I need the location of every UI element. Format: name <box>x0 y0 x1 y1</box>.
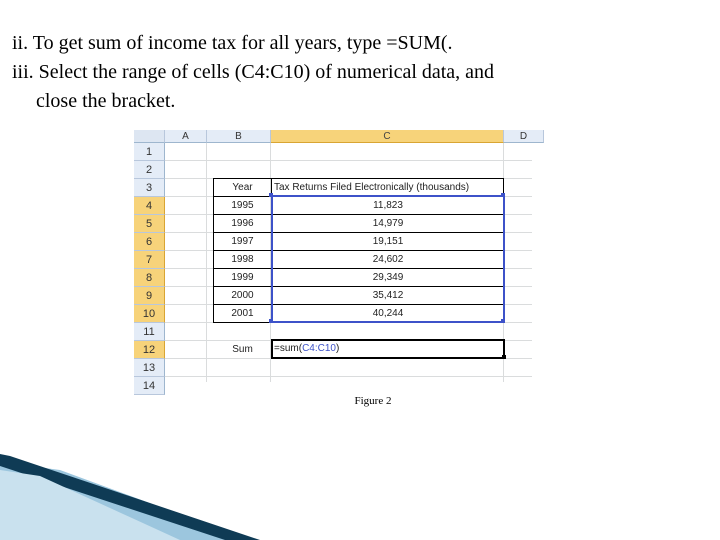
fill-handle[interactable] <box>502 355 506 359</box>
row-header-5[interactable]: 5 <box>134 215 165 233</box>
column-header-a[interactable]: A <box>165 130 207 143</box>
row-header-1[interactable]: 1 <box>134 143 165 161</box>
row-header-14[interactable]: 14 <box>134 377 165 395</box>
figure-caption: Figure 2 <box>354 395 392 407</box>
cell-b12-sum-label[interactable]: Sum <box>232 344 253 355</box>
formula-range-reference: C4:C10 <box>302 343 336 354</box>
column-header-b[interactable]: B <box>207 130 271 143</box>
cell-c9-value[interactable]: 35,412 <box>372 290 404 301</box>
row-header-4[interactable]: 4 <box>134 197 165 215</box>
cell-b9-year[interactable]: 2000 <box>231 290 254 301</box>
instruction-line-3-continued: close the bracket. <box>36 90 176 112</box>
row-header-13[interactable]: 13 <box>134 359 165 377</box>
range-handle-bottom-left[interactable] <box>269 319 273 323</box>
spreadsheet <box>134 130 532 392</box>
cell-b5-year[interactable]: 1996 <box>231 218 254 229</box>
row-header-12[interactable]: 12 <box>134 341 165 359</box>
cell-b10-year[interactable]: 2001 <box>231 308 254 319</box>
select-all-corner[interactable] <box>134 130 165 143</box>
slide-text <box>12 29 712 116</box>
cell-b3-year-header[interactable]: Year <box>232 182 253 193</box>
cell-c12-formula[interactable] <box>274 340 502 358</box>
instruction-line-2: ii. To get sum of income tax for all years, type =SUM(. <box>12 32 453 54</box>
cell-c4-value[interactable]: 11,823 <box>373 200 403 211</box>
gridline <box>165 376 532 377</box>
cell-b4-year[interactable]: 1995 <box>231 200 254 211</box>
row-header-2[interactable]: 2 <box>134 161 165 179</box>
cell-c5-value[interactable]: 14,979 <box>372 218 404 229</box>
gridline <box>206 143 207 382</box>
cell-b6-year[interactable]: 1997 <box>231 236 254 247</box>
range-handle-bottom-right[interactable] <box>501 319 505 323</box>
cell-c6-value[interactable]: 19,151 <box>372 236 404 247</box>
row-header-6[interactable]: 6 <box>134 233 165 251</box>
formula-prefix: =sum( <box>274 343 303 354</box>
cell-b8-year[interactable]: 1999 <box>231 272 254 283</box>
row-header-11[interactable]: 11 <box>134 323 165 341</box>
column-header-d[interactable]: D <box>504 130 544 143</box>
row-header-3[interactable]: 3 <box>134 179 165 197</box>
gridline <box>165 160 532 161</box>
instruction-line-3: iii. Select the range of cells (C4:C10) of numerical data, and <box>12 61 495 83</box>
cell-b7-year[interactable]: 1998 <box>231 254 254 265</box>
formula-suffix: ) <box>335 343 340 354</box>
range-handle-top-right[interactable] <box>501 193 505 197</box>
row-header-9[interactable]: 9 <box>134 287 165 305</box>
row-header-8[interactable]: 8 <box>134 269 165 287</box>
decorative-swoosh <box>0 440 720 540</box>
cell-c8-value[interactable]: 29,349 <box>372 272 404 283</box>
row-header-10[interactable]: 10 <box>134 305 165 323</box>
column-header-c[interactable]: C <box>271 130 504 143</box>
cell-c7-value[interactable]: 24,602 <box>372 254 404 265</box>
row-header-7[interactable]: 7 <box>134 251 165 269</box>
cell-c3-returns-header[interactable]: Tax Returns Filed Electronically (thousands) <box>274 182 470 193</box>
range-handle-top-left[interactable] <box>269 193 273 197</box>
selected-range-c4-c10[interactable] <box>271 195 505 323</box>
cell-c10-value[interactable]: 40,244 <box>372 308 404 319</box>
